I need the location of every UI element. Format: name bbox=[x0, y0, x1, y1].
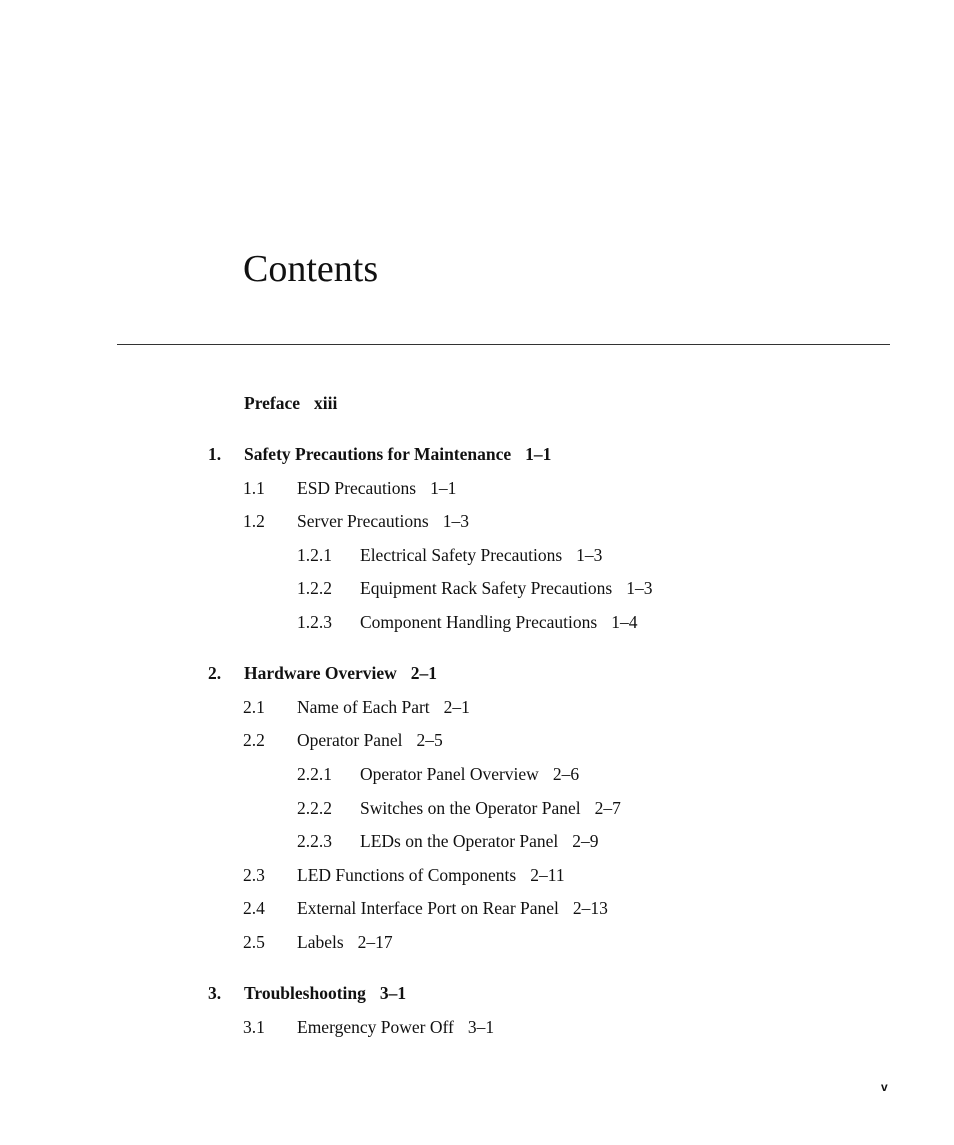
page-number: v bbox=[881, 1080, 888, 1094]
toc-entry-number: 2.3 bbox=[243, 865, 265, 885]
toc-entry-number: 2.2.3 bbox=[297, 831, 332, 851]
toc-entry-number: 2.4 bbox=[243, 898, 265, 918]
toc-entry-text: Hardware Overview 2–1 bbox=[244, 663, 438, 683]
page-title: Contents bbox=[243, 248, 379, 290]
toc-entry-number: 1.2.2 bbox=[297, 578, 332, 598]
toc-entry-text: External Interface Port on Rear Panel 2–13 bbox=[297, 898, 608, 918]
toc-entry-page: 3–1 bbox=[467, 1017, 495, 1037]
toc-entry-page: xiii bbox=[314, 393, 338, 413]
toc-entry-text: Electrical Safety Precautions 1–3 bbox=[360, 545, 603, 565]
toc-entry-page: 2–1 bbox=[443, 697, 470, 717]
toc-entry-number: 1.2.3 bbox=[297, 612, 332, 632]
toc-entry-page: 1–1 bbox=[430, 478, 457, 498]
toc-entry-page: 2–9 bbox=[572, 831, 599, 851]
toc-entry-number: 1.2.1 bbox=[297, 545, 332, 565]
toc-entry-text: Server Precautions 1–3 bbox=[297, 511, 469, 531]
toc-entry-text: Troubleshooting 3–1 bbox=[244, 983, 407, 1003]
toc-entry-text: Safety Precautions for Maintenance 1–1 bbox=[244, 444, 552, 464]
toc-entry-number: 1.2 bbox=[243, 511, 265, 531]
title-divider bbox=[117, 344, 890, 345]
toc-entry-text: LEDs on the Operator Panel 2–9 bbox=[360, 831, 599, 851]
toc-entry-number: 3. bbox=[208, 983, 222, 1003]
toc-entry-number: 2. bbox=[208, 663, 222, 683]
toc-entry-number: 2.2 bbox=[243, 730, 265, 750]
toc-entry-text: Preface xiii bbox=[244, 393, 338, 413]
toc-entry-page: 2–11 bbox=[530, 865, 565, 885]
toc-entry-text: LED Functions of Components 2–11 bbox=[297, 865, 565, 885]
toc-entry-text: Labels 2–17 bbox=[297, 932, 393, 952]
toc-entry-page: 1–1 bbox=[525, 444, 552, 464]
toc-entry-text: Equipment Rack Safety Precautions 1–3 bbox=[360, 578, 653, 598]
toc-entry-number: 1. bbox=[208, 444, 222, 464]
toc-entry-text: Name of Each Part 2–1 bbox=[297, 697, 470, 717]
toc-entry-number: 2.2.1 bbox=[297, 764, 332, 784]
toc-entry-text: Component Handling Precautions 1–4 bbox=[360, 612, 638, 632]
toc-entry-page: 1–4 bbox=[611, 612, 638, 632]
toc-entry-page: 2–17 bbox=[357, 932, 393, 952]
toc-entry-page: 1–3 bbox=[576, 545, 603, 565]
toc-entry-number: 2.5 bbox=[243, 932, 265, 952]
toc-entry-text: Switches on the Operator Panel 2–7 bbox=[360, 798, 621, 818]
toc-entry-text: Operator Panel Overview 2–6 bbox=[360, 764, 580, 784]
toc-entry-page: 2–7 bbox=[594, 798, 621, 818]
toc-entry-number: 2.2.2 bbox=[297, 798, 332, 818]
toc-entry-page: 2–1 bbox=[410, 663, 438, 683]
toc-entry-page: 1–3 bbox=[442, 511, 469, 531]
toc-entry-text: Emergency Power Off 3–1 bbox=[297, 1017, 495, 1037]
toc-entry-page: 3–1 bbox=[379, 983, 407, 1003]
toc-entry-number: 3.1 bbox=[243, 1017, 265, 1037]
toc-entry-text: ESD Precautions 1–1 bbox=[297, 478, 457, 498]
toc-entry-text: Operator Panel 2–5 bbox=[297, 730, 443, 750]
toc-entry-page: 1–3 bbox=[626, 578, 653, 598]
toc-entry-number: 2.1 bbox=[243, 697, 265, 717]
toc-entry-page: 2–13 bbox=[572, 898, 608, 918]
toc-entry-page: 2–5 bbox=[416, 730, 443, 750]
toc-entry-number: 1.1 bbox=[243, 478, 265, 498]
toc-entry-page: 2–6 bbox=[552, 764, 580, 784]
